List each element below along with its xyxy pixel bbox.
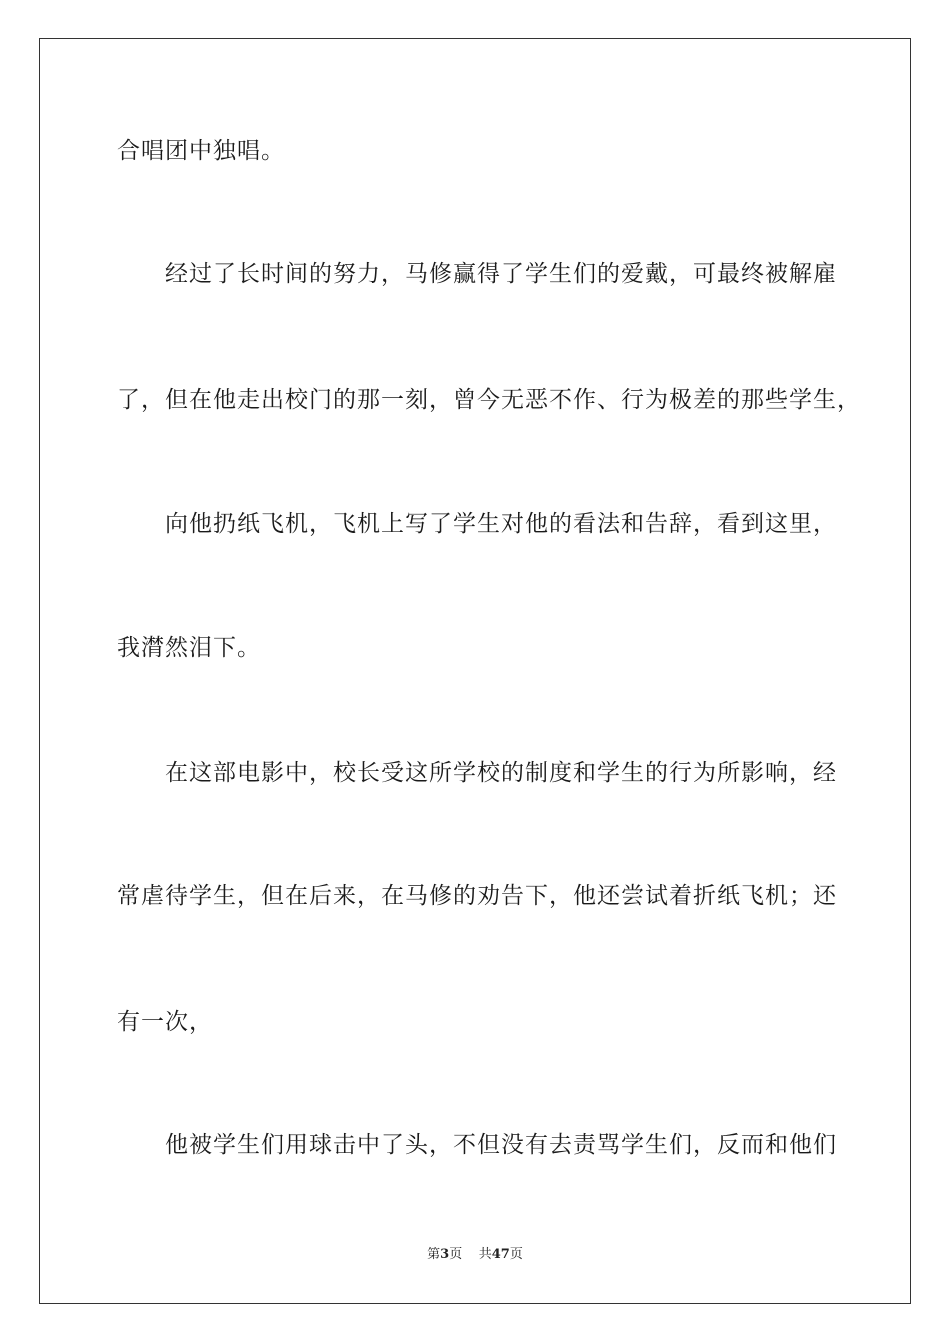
page-suffix: 页 xyxy=(449,1247,463,1262)
text-line-7: 常虐待学生，但在后来，在马修的劝告下，他还尝试着折纸飞机；还 xyxy=(117,883,837,909)
text-line-9: 他被学生们用球击中了头，不但没有去责骂学生们，反而和他们 xyxy=(165,1132,837,1158)
page-number: 3 xyxy=(440,1247,450,1262)
page-prefix: 第 xyxy=(427,1247,441,1262)
total-prefix: 共 xyxy=(478,1247,492,1262)
total-suffix: 页 xyxy=(509,1247,523,1262)
total-pages: 47 xyxy=(491,1247,510,1262)
text-line-8: 有一次， xyxy=(117,1009,213,1035)
text-line-2: 经过了长时间的努力，马修赢得了学生们的爱戴，可最终被解雇 xyxy=(165,261,837,287)
text-line-1: 合唱团中独唱。 xyxy=(117,138,285,164)
text-line-6: 在这部电影中，校长受这所学校的制度和学生的行为所影响，经 xyxy=(165,760,837,786)
text-line-5: 我潸然泪下。 xyxy=(117,635,261,661)
page-footer xyxy=(0,1246,950,1264)
text-line-4: 向他扔纸飞机，飞机上写了学生对他的看法和告辞，看到这里， xyxy=(165,511,837,537)
page-border xyxy=(39,38,911,1304)
text-line-3: 了，但在他走出校门的那一刻，曾今无恶不作、行为极差的那些学生， xyxy=(117,387,861,413)
